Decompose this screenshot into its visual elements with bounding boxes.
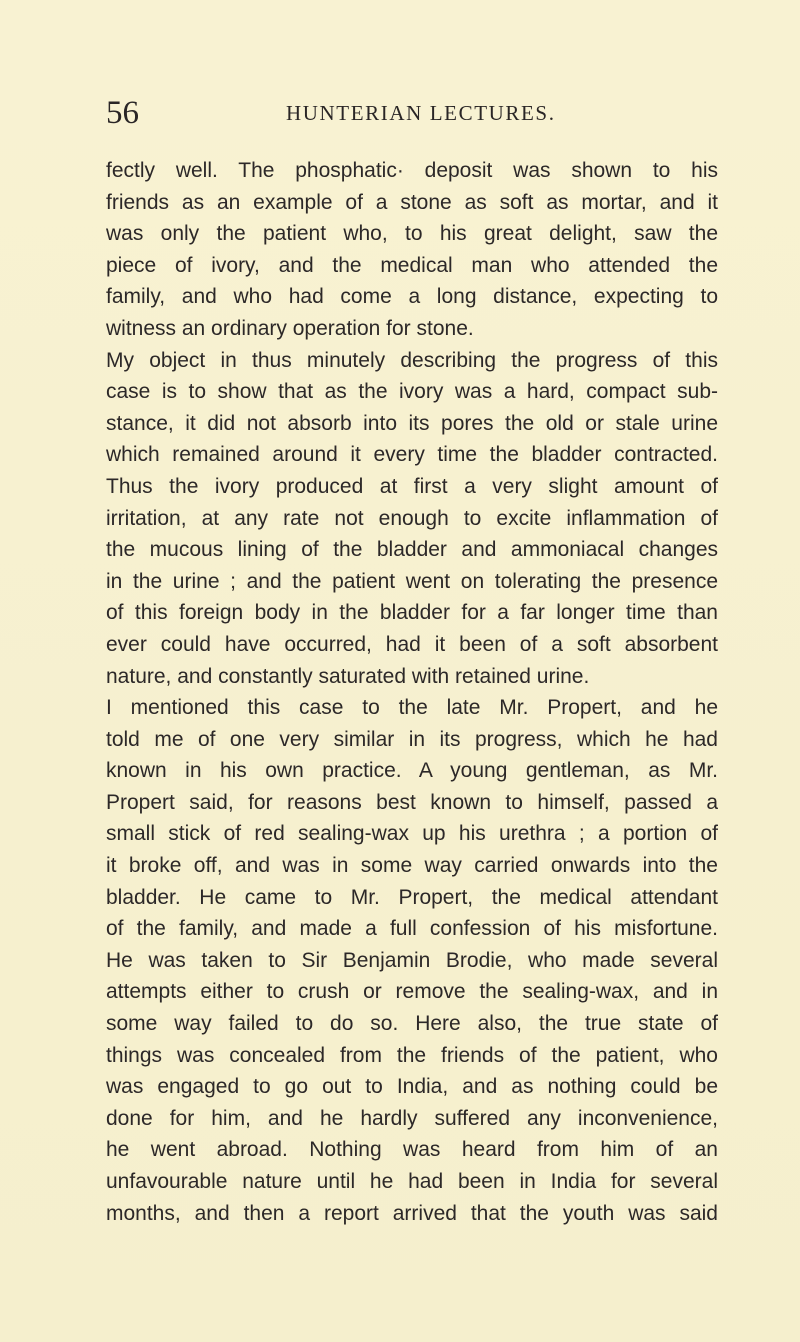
text-line: witness an ordinary operation for stone. (106, 316, 474, 340)
text-line: friends as an example of a stone as soft as mortar, and it (106, 190, 718, 214)
text-line: ever could have occurred, had it been of a soft absorbent (106, 632, 718, 656)
text-line: family, and who had come a long distance, expecting to (106, 285, 718, 309)
text-line: case is to show that as the ivory was a hard, compact sub- (106, 380, 718, 404)
text-line: in the urine ; and the patient went on tolerating the presence (106, 569, 718, 593)
text-line: told me of one very similar in its progress, which he had (106, 727, 718, 751)
text-line: the mucous lining of the bladder and ammoniacal changes (106, 538, 718, 562)
text-line: Thus the ivory produced at first a very slight amount of (106, 474, 718, 498)
text-line: of the family, and made a full confession of his misfortune. (106, 917, 718, 941)
text-line: things was concealed from the friends of the patient, who (106, 1043, 718, 1067)
text-line: of this foreign body in the bladder for a far longer time than (106, 601, 718, 625)
text-line: unfavourable nature until he had been in India for several (106, 1170, 718, 1193)
text-line: piece of ivory, and the medical man who attended the (106, 253, 718, 277)
text-line: done for him, and he hardly suffered any inconvenience, (106, 1106, 718, 1130)
text-line: known in his own practice. A young gentleman, as Mr. (106, 759, 718, 783)
text-line: it broke off, and was in some way carried onwards into the (106, 854, 718, 878)
page-header (106, 93, 706, 133)
text-line: My object in thus minutely describing the progress of this (106, 348, 718, 372)
page-number: 56 (106, 95, 139, 131)
body-text (106, 155, 718, 1229)
text-line: months, and then a report arrived that the youth was said (106, 1201, 718, 1225)
text-line: He was taken to Sir Benjamin Brodie, who made several (106, 948, 718, 972)
text-line: stance, it did not absorb into its pores the old or stale urine (106, 411, 718, 435)
text-line: nature, and constantly saturated with retained urine. (106, 664, 590, 688)
text-line: bladder. He came to Mr. Propert, the medical attendant (106, 885, 718, 909)
text-line: he went abroad. Nothing was heard from him of an (106, 1138, 718, 1162)
text-line: Propert said, for reasons best known to himself, passed a (106, 790, 718, 814)
text-line: I mentioned this case to the late Mr. Propert, and he (106, 696, 718, 720)
text-line: some way failed to do so. Here also, the true state of (106, 1012, 718, 1036)
text-line: fectly well. The phosphatic· deposit was shown to his (106, 159, 718, 182)
text-line: was engaged to go out to India, and as nothing could be (106, 1075, 718, 1099)
text-line: which remained around it every time the bladder contracted. (106, 443, 718, 467)
text-line: small stick of red sealing-wax up his urethra ; a portion of (106, 822, 718, 846)
text-line: irritation, at any rate not enough to excite inflammation of (106, 506, 718, 530)
running-title: HUNTERIAN LECTURES. (286, 101, 556, 125)
text-line: was only the patient who, to his great delight, saw the (106, 222, 718, 246)
text-line: attempts either to crush or remove the sealing-wax, and in (106, 980, 718, 1004)
